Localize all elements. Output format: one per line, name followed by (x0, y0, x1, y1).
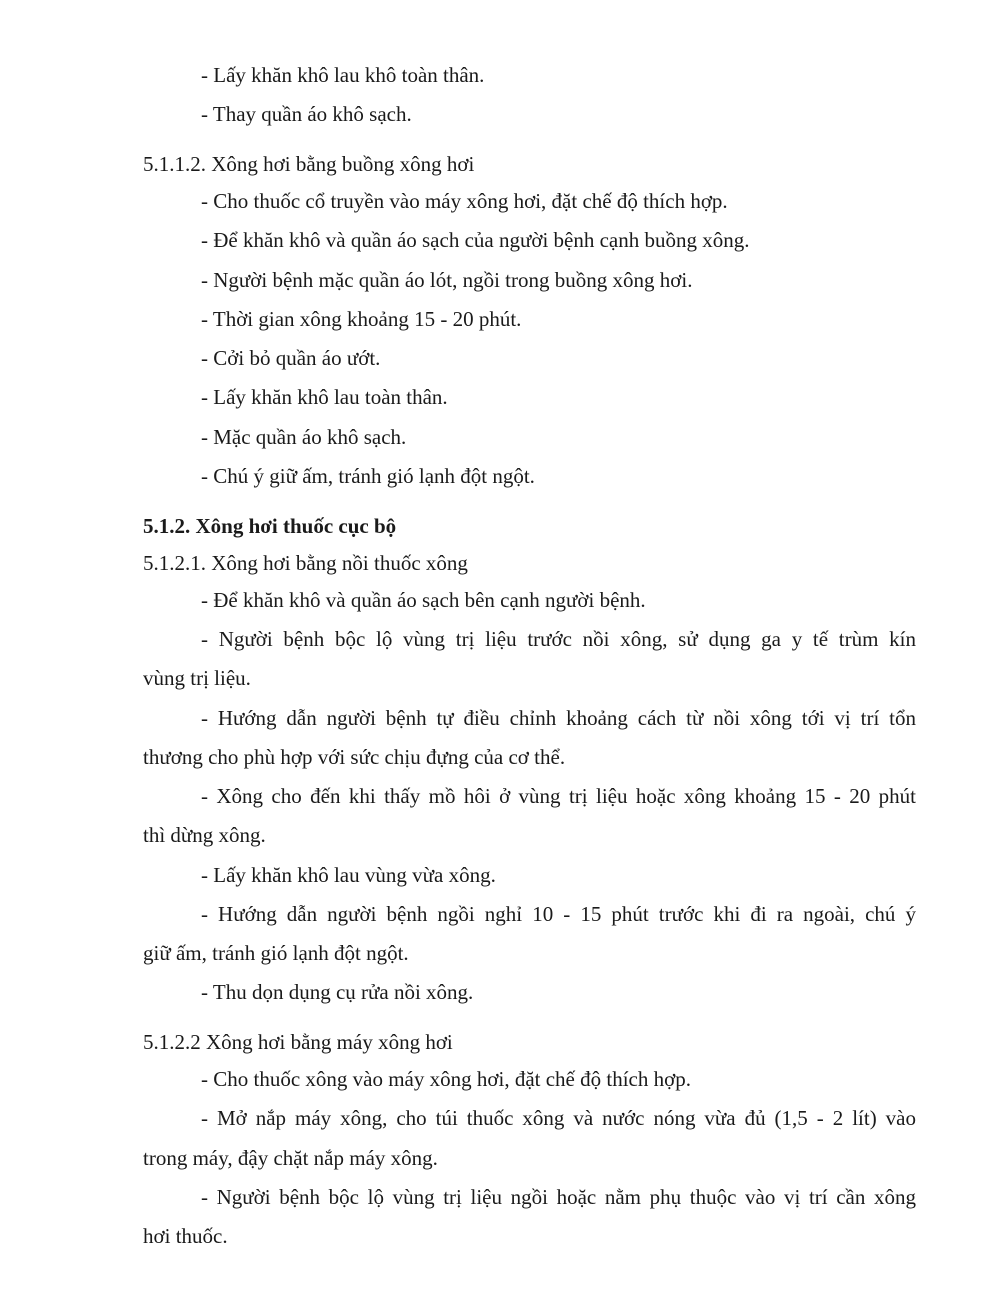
list-item: - Để khăn khô và quần áo sạch của người bệnh cạnh buồng xông. (201, 228, 750, 252)
list-item: - Mặc quần áo khô sạch. (201, 425, 407, 449)
subsection-heading: 5.1.2.2 Xông hơi bằng máy xông hơi (143, 1030, 453, 1054)
subsection-heading: 5.1.1.2. Xông hơi bằng buồng xông hơi (143, 152, 475, 176)
list-item: - Chú ý giữ ấm, tránh gió lạnh đột ngột. (201, 464, 535, 488)
subsection-heading: 5.1.2.1. Xông hơi bằng nồi thuốc xông (143, 551, 468, 575)
paragraph-line: - Người bệnh bộc lộ vùng trị liệu trước nồi xông, sử dụng ga y tế trùm kín (201, 627, 916, 651)
list-item: - Lấy khăn khô lau vùng vừa xông. (201, 863, 496, 887)
paragraph-line: thì dừng xông. (143, 823, 266, 847)
paragraph-line: thương cho phù hợp với sức chịu đựng của cơ thể. (143, 745, 566, 769)
paragraph-line: - Hướng dẫn người bệnh tự điều chỉnh khoảng cách từ nồi xông tới vị trí tổn (201, 706, 916, 730)
section-heading: 5.1.2. Xông hơi thuốc cục bộ (143, 514, 397, 538)
list-item: - Cởi bỏ quần áo ướt. (201, 346, 381, 370)
list-item: - Người bệnh mặc quần áo lót, ngồi trong buồng xông hơi. (201, 268, 693, 292)
paragraph-line: trong máy, đậy chặt nắp máy xông. (143, 1146, 438, 1170)
list-item: - Cho thuốc xông vào máy xông hơi, đặt chế độ thích hợp. (201, 1067, 691, 1091)
list-item: - Thu dọn dụng cụ rửa nồi xông. (201, 980, 474, 1004)
paragraph-line: - Mở nắp máy xông, cho túi thuốc xông và nước nóng vừa đủ (1,5 - 2 lít) vào (201, 1106, 916, 1130)
list-item: - Cho thuốc cổ truyền vào máy xông hơi, đặt chế độ thích hợp. (201, 189, 728, 213)
paragraph-line: hơi thuốc. (143, 1224, 228, 1248)
list-item: - Để khăn khô và quần áo sạch bên cạnh người bệnh. (201, 588, 646, 612)
paragraph-line: vùng trị liệu. (143, 666, 251, 690)
paragraph-line: - Hướng dẫn người bệnh ngồi nghỉ 10 - 15 phút trước khi đi ra ngoài, chú ý (201, 902, 916, 926)
paragraph-line: - Người bệnh bộc lộ vùng trị liệu ngồi hoặc nằm phụ thuộc vào vị trí cần xông (201, 1185, 916, 1209)
list-item: - Thay quần áo khô sạch. (201, 102, 412, 126)
paragraph-line: - Xông cho đến khi thấy mồ hôi ở vùng trị liệu hoặc xông khoảng 15 - 20 phút (201, 784, 916, 808)
paragraph-line: giữ ấm, tránh gió lạnh đột ngột. (143, 941, 409, 965)
list-item: - Lấy khăn khô lau toàn thân. (201, 385, 448, 409)
list-item: - Thời gian xông khoảng 15 - 20 phút. (201, 307, 522, 331)
list-item: - Lấy khăn khô lau khô toàn thân. (201, 63, 485, 87)
